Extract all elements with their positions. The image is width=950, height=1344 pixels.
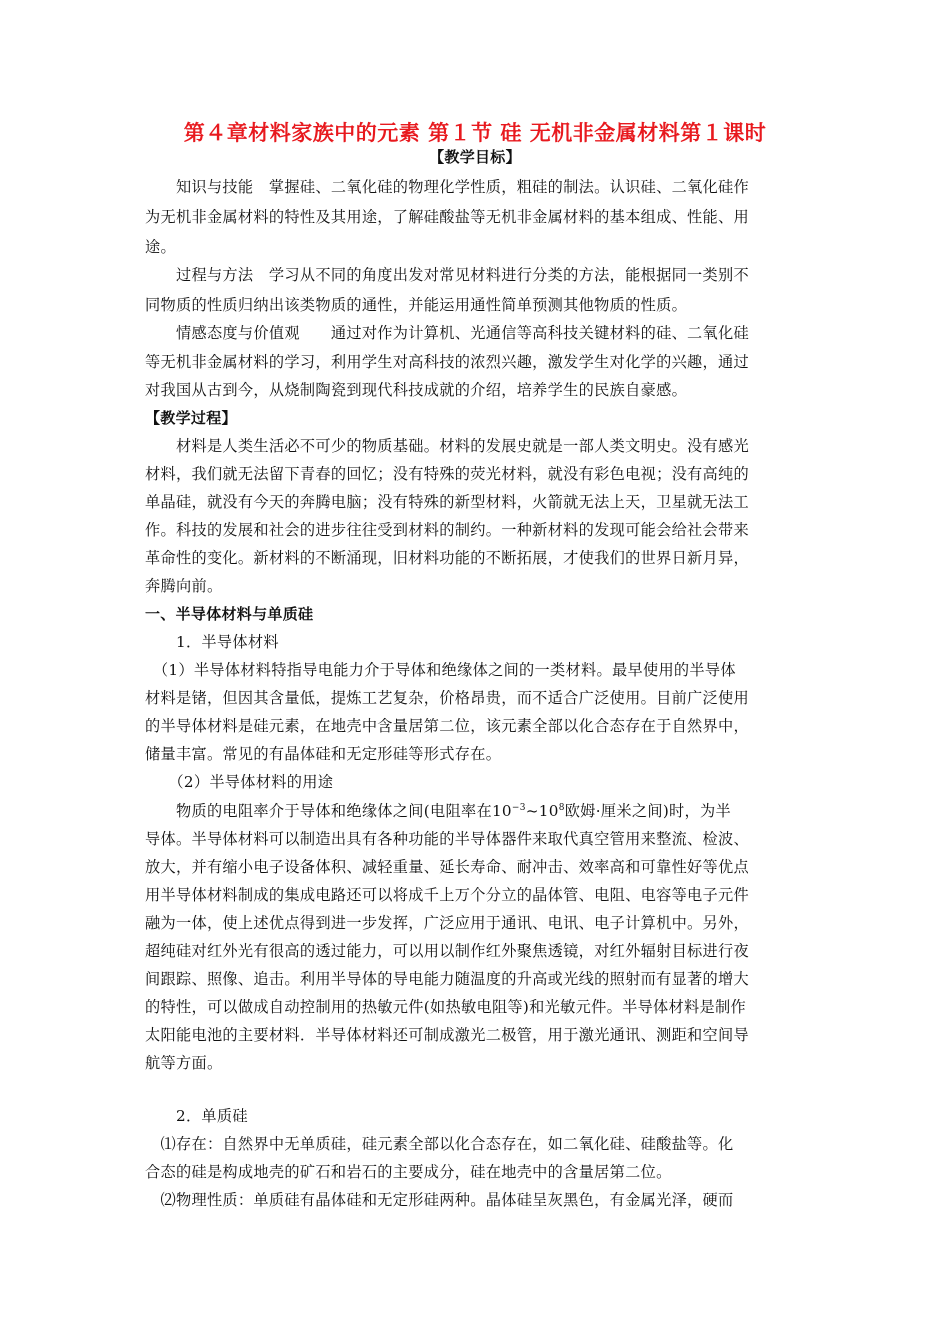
paragraph-line: 材料，我们就无法留下青春的回忆；没有特殊的荧光材料，就没有彩色电视；没有高纯的 — [145, 465, 750, 483]
paragraph-line-resistivity — [145, 801, 805, 821]
section-heading-objectives: 【教学目标】 — [429, 148, 521, 166]
resistivity-tail: 欧姆·厘米之间)时，为半 — [564, 802, 731, 820]
paragraph-line: 的半导体材料是硅元素，在地壳中含量居第二位，该元素全部以化合态存在于自然界中， — [145, 717, 750, 735]
paragraph-line: 对我国从古到今，从烧制陶瓷到现代科技成就的介绍，培养学生的民族自豪感。 — [145, 381, 688, 399]
paragraph-line: 用半导体材料制成的集成电路还可以将成千上万个分立的晶体管、电阻、电容等电子元件 — [145, 886, 750, 904]
resistivity-text: 物质的电阻率介于导体和绝缘体之间(电阻率在10 — [145, 802, 512, 820]
paragraph-line: 材料是锗，但因其含量低，提炼工艺复杂，价格昂贵，而不适合广泛使用。目前广泛使用 — [145, 689, 750, 707]
paragraph-line: 放大，并有缩小电子设备体积、减轻重量、延长寿命、耐冲击、效率高和可靠性好等优点 — [145, 858, 750, 876]
paragraph-line: 间跟踪、照像、追击。利用半导体的导电能力随温度的升高或光线的照射而有显著的增大 — [145, 970, 750, 988]
subheading-line: 1．半导体材料 — [145, 633, 279, 651]
paragraph-line: 合态的硅是构成地壳的矿石和岩石的主要成分，硅在地壳中的含量居第二位。 — [145, 1163, 672, 1181]
section-heading-semiconductor: 一、半导体材料与单质硅 — [145, 605, 314, 623]
paragraph-line: 超纯硅对红外光有很高的透过能力，可以用以制作红外聚焦透镜，对红外辐射目标进行夜 — [145, 942, 750, 960]
paragraph-line: 过程与方法 学习从不同的角度出发对常见材料进行分类的方法，能根据同一类别不 — [145, 266, 750, 284]
section-heading-process: 【教学过程】 — [145, 409, 237, 427]
paragraph-line: 等无机非金属材料的学习，利用学生对高科技的浓烈兴趣，激发学生对化学的兴趣，通过 — [145, 353, 750, 371]
paragraph-line: 知识与技能 掌握硅、二氧化硅的物理化学性质，粗硅的制法。认识硅、二氧化硅作 — [145, 178, 750, 196]
paragraph-line: 为无机非金属材料的特性及其用途，了解硅酸盐等无机非金属材料的基本组成、性能、用 — [145, 208, 750, 226]
paragraph-line: 储量丰富。常见的有晶体硅和无定形硅等形式存在。 — [145, 745, 502, 763]
paragraph-line: ⑵物理性质：单质硅有晶体硅和无定形硅两种。晶体硅呈灰黑色，有金属光泽，硬而 — [145, 1191, 734, 1209]
paragraph-line: 融为一体，使上述优点得到进一步发挥，广泛应用于通讯、电讯、电子计算机中。另外， — [145, 914, 750, 932]
paragraph-line: 太阳能电池的主要材料．半导体材料还可制成激光二极管，用于激光通讯、测距和空间导 — [145, 1026, 750, 1044]
paragraph-line: ⑴存在：自然界中无单质硅，硅元素全部以化合态存在，如二氧化硅、硅酸盐等。化 — [145, 1135, 734, 1153]
paragraph-line: 航等方面。 — [145, 1054, 223, 1072]
paragraph-line: 导体。半导体材料可以制造出具有各种功能的半导体器件来取代真空管用来整流、检波、 — [145, 830, 750, 848]
subheading-line: 2．单质硅 — [145, 1107, 248, 1125]
power-base: 10 — [538, 802, 559, 820]
paragraph-line: 途。 — [145, 238, 176, 256]
subheading-line: （2）半导体材料的用途 — [145, 773, 334, 791]
exponent: −3 — [511, 802, 526, 813]
paragraph-line: 同物质的性质归纳出该类物质的通性，并能运用通性简单预测其他物质的性质。 — [145, 296, 688, 314]
paragraph-line: 材料是人类生活必不可少的物质基础。材料的发展史就是一部人类文明史。没有感光 — [145, 437, 750, 455]
paragraph-line: 的特性，可以做成自动控制用的热敏元件(如热敏电阻等)和光敏元件。半导体材料是制作 — [145, 998, 746, 1016]
paragraph-line: 单晶硅，就没有今天的奔腾电脑；没有特殊的新型材料，火箭就无法上天，卫星就无法工 — [145, 493, 750, 511]
paragraph-line: （1）半导体材料特指导电能力介于导体和绝缘体之间的一类材料。最早使用的半导体 — [145, 661, 736, 679]
paragraph-line: 革命性的变化。新材料的不断涌现，旧材料功能的不断拓展，才使我们的世界日新月异， — [145, 549, 750, 567]
document-title: 第４章材料家族中的元素 第１节 硅 无机非金属材料第１课时 — [183, 121, 767, 145]
paragraph-line: 奔腾向前。 — [145, 577, 223, 595]
paragraph-line: 作。科技的发展和社会的进步往往受到材料的制约。一种新材料的发现可能会给社会带来 — [145, 521, 750, 539]
paragraph-line: 情感态度与价值观 通过对作为计算机、光通信等高科技关键材料的硅、二氧化硅 — [145, 324, 750, 342]
tilde: ~ — [525, 802, 539, 820]
exponent: 8 — [558, 802, 565, 813]
